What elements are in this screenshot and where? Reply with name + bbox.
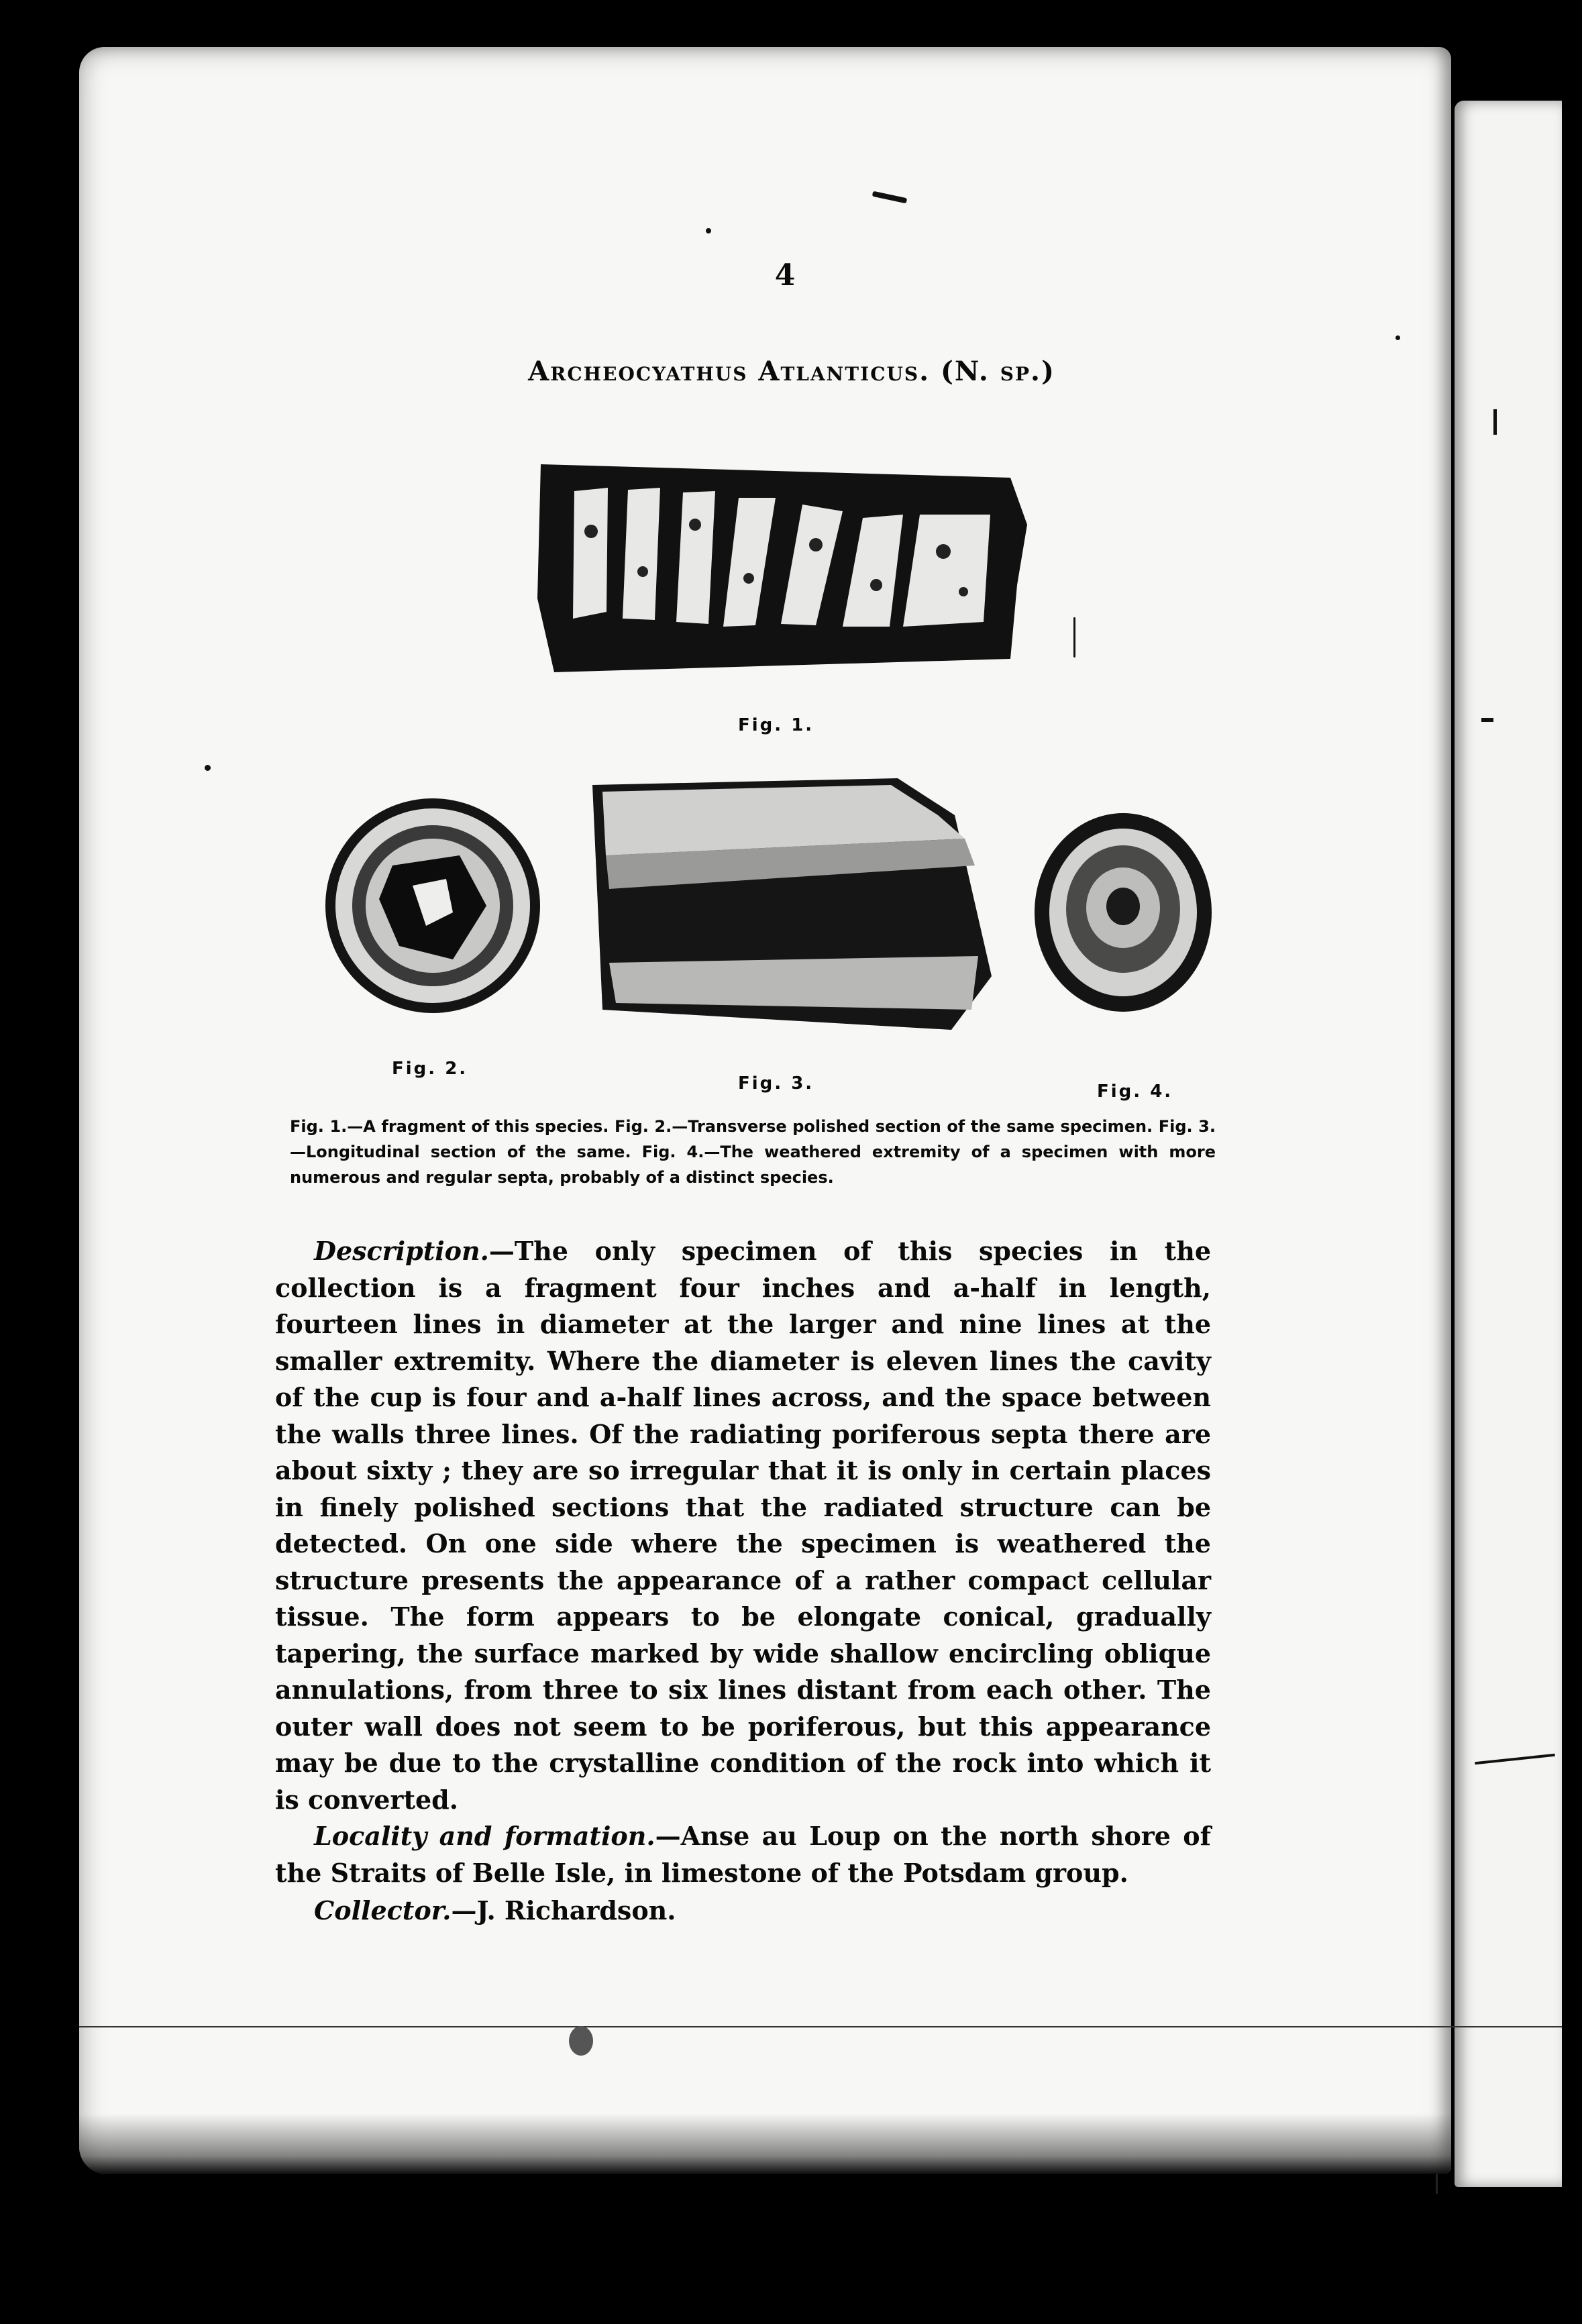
fig-1-fossil-fragment — [527, 451, 1037, 679]
fig-3-longitudinal-section — [589, 775, 995, 1037]
description-body — [275, 1233, 1211, 1930]
page-bottom-shadow — [79, 2113, 1451, 2174]
description-heading: Description. — [314, 1236, 489, 1266]
fig-4-label: Fig. 4. — [1097, 1081, 1173, 1102]
collector-text: —J. Richardson. — [451, 1895, 676, 1925]
ink-mark — [1073, 617, 1075, 657]
ink-speck — [706, 228, 711, 233]
fig-3-label: Fig. 3. — [738, 1073, 814, 1094]
figure-caption: Fig. 1.—A fragment of this species. Fig. 2.—Transverse polished section of the same specimen. Fig. 3.—Longitudinal section of the same. Fig. 4.—The weathered extremity of a specimen with more numerous and regular septa, probably of a distinct species. — [290, 1117, 1216, 1187]
description-paragraph — [275, 1233, 1211, 1818]
locality-text: —Anse au Loup on the north shore of the Straits of Belle Isle, in limestone of the Potsdam group. — [275, 1821, 1211, 1888]
fig-2-transverse-section — [319, 792, 547, 1020]
fig-1-label: Fig. 1. — [738, 715, 814, 735]
ink-blot — [569, 2026, 593, 2056]
locality-heading: Locality and formation. — [314, 1821, 655, 1851]
description-text: —The only specimen of this species in the collection is a fragment four inches and a-half in length, fourteen lines in diameter at the larger and nine lines at the smaller extremity. Where the diameter is eleven lines the cavity of the cup is four and a-half lines across, and the space between the walls three lines. Of the radiating poriferous septa there are about sixty ; they are so irregular that it is only in certain places in finely polished sections that the radiated structure can be detected. On one side where the specimen is weathered the structure presents the appearance of a rather compact cellular tissue. The form appears to be elongate conical, gradually tapering, the surface marked by wide shallow encircling oblique annulations, from three to six lines distant from each other. The outer wall does not seem to be poriferous, but this appearance may be due to the crystalline condition of the rock into which it is converted. — [275, 1236, 1211, 1815]
fig-2-label: Fig. 2. — [392, 1059, 468, 1079]
collector-heading: Collector. — [314, 1895, 452, 1925]
ink-speck — [205, 765, 211, 771]
page-title: Archeocyathus Atlanticus. (N. sp.) — [528, 356, 1055, 387]
adjacent-page — [1455, 101, 1562, 2187]
ink-speck — [1395, 335, 1400, 340]
fig-4-weathered-extremity — [1031, 808, 1216, 1016]
locality-paragraph — [275, 1818, 1211, 1891]
page-number: 4 — [774, 258, 796, 293]
scan-rule-line — [79, 2026, 1562, 2027]
collector-paragraph — [275, 1893, 1211, 1930]
